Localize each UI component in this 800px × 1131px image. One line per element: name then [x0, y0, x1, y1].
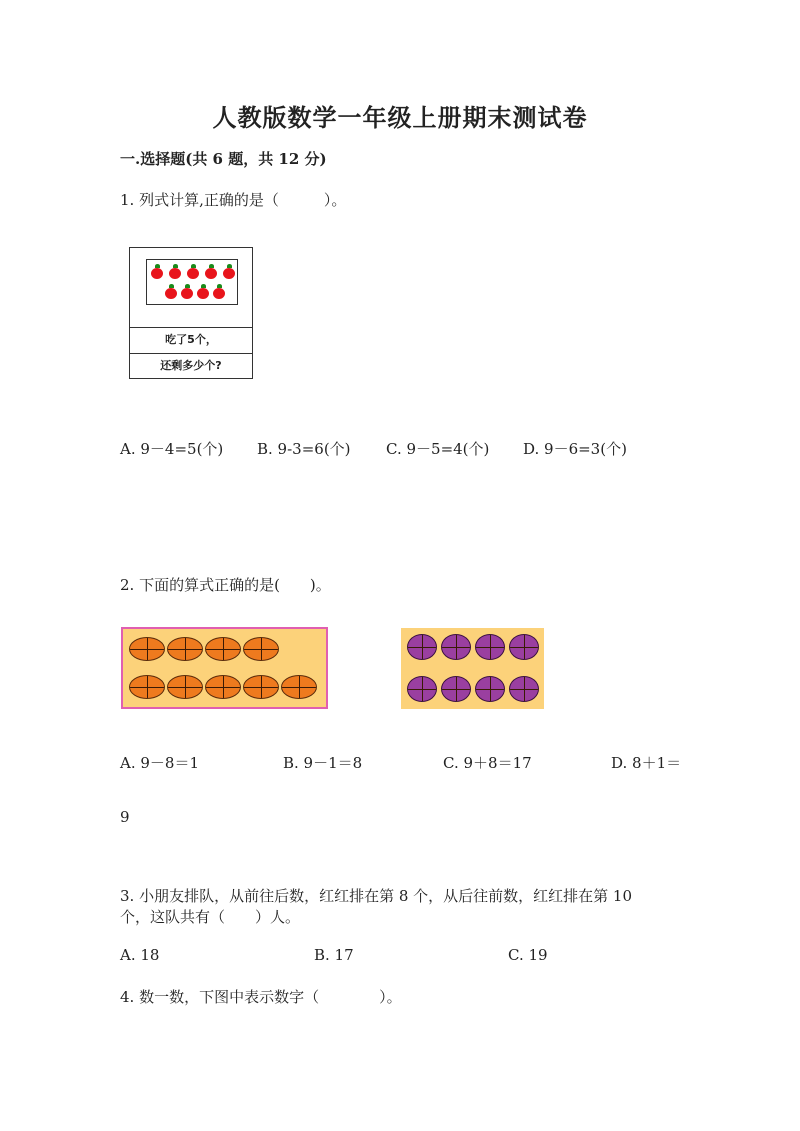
apple-icon: [205, 268, 217, 279]
apple-group: [146, 259, 238, 305]
basketball-icon: [509, 676, 539, 702]
apple-icon: [165, 288, 177, 299]
basketball-icon: [441, 634, 471, 660]
q2-option-b[interactable]: B. 9－1＝8: [283, 754, 363, 772]
apple-icon: [187, 268, 199, 279]
question-4-text: 4. 数一数，下图中表示数字（ ）。: [120, 988, 402, 1006]
q2-option-c[interactable]: C. 9＋8＝17: [443, 754, 532, 772]
apple-icon: [223, 268, 235, 279]
q3-option-a[interactable]: A. 18: [120, 946, 160, 964]
question-1-figure: [129, 247, 253, 379]
q3-option-b[interactable]: B. 17: [314, 946, 354, 964]
basketball-icon: [281, 675, 317, 699]
apple-icon: [181, 288, 193, 299]
apple-icon: [169, 268, 181, 279]
basketball-icon: [243, 637, 279, 661]
q3-option-c[interactable]: C. 19: [508, 946, 548, 964]
apple-icon: [213, 288, 225, 299]
basketball-icon: [205, 675, 241, 699]
q1-option-b[interactable]: B. 9-3=6(个): [257, 440, 351, 458]
basketball-icon: [407, 634, 437, 660]
question-3-text-line2: 个，这队共有（ ）人。: [120, 908, 301, 926]
basketball-icon: [441, 676, 471, 702]
basketball-icon: [475, 676, 505, 702]
question-2-text: 2. 下面的算式正确的是( )。: [120, 576, 331, 594]
basketball-panel-right: [401, 628, 544, 709]
basketball-icon: [509, 634, 539, 660]
q2-option-d-continued: 9: [120, 808, 130, 826]
apple-icon: [197, 288, 209, 299]
q2-option-d[interactable]: D. 8＋1＝: [611, 754, 682, 772]
q1-option-a[interactable]: A. 9－4=5(个): [120, 440, 224, 458]
basketball-icon: [129, 675, 165, 699]
figure-caption-remaining: 还剩多少个?: [160, 359, 222, 372]
basketball-icon: [243, 675, 279, 699]
basketball-icon: [205, 637, 241, 661]
figure-caption-eaten: 吃了5个，: [130, 327, 252, 354]
apple-icon: [151, 268, 163, 279]
page-title: 人教版数学一年级上册期末测试卷: [212, 103, 588, 132]
apple-picture: [130, 248, 252, 328]
q1-option-d[interactable]: D. 9－6=3(个): [523, 440, 627, 458]
basketball-icon: [475, 634, 505, 660]
basketball-panel-left: [121, 627, 328, 709]
basketball-icon: [167, 675, 203, 699]
question-3-text-line1: 3. 小朋友排队，从前往后数，红红排在第 8 个，从后往前数，红红排在第 10: [120, 887, 633, 905]
basketball-icon: [407, 676, 437, 702]
section-heading: 一.选择题(共 6 题，共 12 分): [120, 150, 327, 168]
q2-option-a[interactable]: A. 9－8＝1: [120, 754, 199, 772]
question-1-text: 1. 列式计算,正确的是（ ）。: [120, 191, 347, 209]
q1-option-c[interactable]: C. 9－5=4(个): [386, 440, 490, 458]
basketball-icon: [129, 637, 165, 661]
basketball-icon: [167, 637, 203, 661]
